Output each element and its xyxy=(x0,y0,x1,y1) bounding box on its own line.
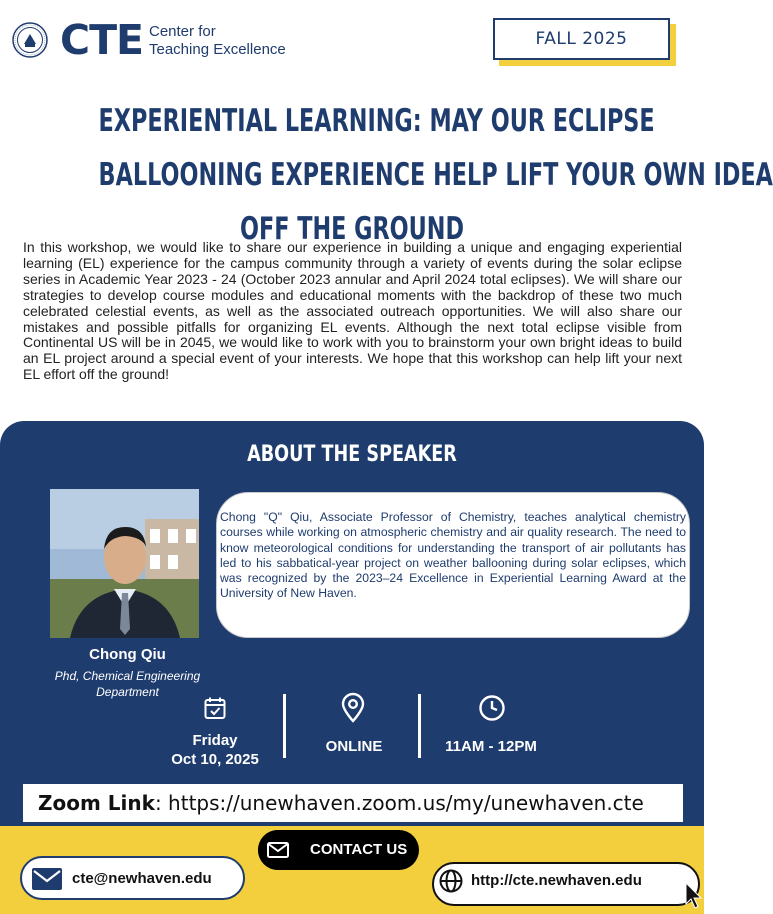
cursor-arrow-icon xyxy=(684,882,704,910)
event-date xyxy=(165,731,265,769)
title-line-3: OFF THE GROUND xyxy=(240,211,464,247)
event-location: ONLINE xyxy=(325,738,383,755)
event-day: Friday xyxy=(192,732,238,749)
globe-icon xyxy=(439,869,463,893)
envelope-icon xyxy=(267,842,289,858)
zoom-link-url[interactable]: https://unewhaven.zoom.us/my/unewhaven.cte xyxy=(168,791,644,815)
contact-icon-circle xyxy=(258,830,298,870)
location-pin-icon xyxy=(340,693,366,723)
title-line-1: EXPERIENTIAL LEARNING: MAY OUR ECLIPSE xyxy=(98,103,655,139)
workshop-description: In this workshop, we would like to share our experience in building a unique and engaging experiential learning (EL) experience for the campus community through a variety of events during the solar eclipse series in Academic Year 2023 - 24 (October 2023 annular and April 2024 total eclipses). We will share our strategies to develop course modules and educational moments with the backdrop of these two much celebrated celestial events, as well as the associated outreach opportunities. We will also share our mistakes and possible pitfalls for organizing EL events. Although the next total eclipse visible from Continental US will be in 2045, we would like to work with you to brainstorm your own bright ideas to build an EL project around a special event of your interests. We hope that this workshop can help lift your next EL effort off the ground! xyxy=(23,239,682,383)
logo-subtitle-line2: Teaching Excellence xyxy=(149,41,286,58)
zoom-link-label: Zoom Link xyxy=(38,791,155,815)
info-divider-2 xyxy=(418,694,421,758)
speaker-title xyxy=(40,668,215,700)
logo-subtitle xyxy=(149,23,286,59)
term-badge: FALL 2025 xyxy=(493,18,670,60)
event-time: 11AM - 12PM xyxy=(445,738,537,755)
workshop-title xyxy=(98,94,773,256)
contact-website[interactable]: http://cte.newhaven.edu xyxy=(471,872,642,889)
event-date-text: Oct 10, 2025 xyxy=(171,751,259,768)
speaker-title-line2: Department xyxy=(96,685,159,699)
about-speaker-heading: ABOUT THE SPEAKER xyxy=(247,442,457,467)
calendar-check-icon xyxy=(203,696,227,720)
clock-icon xyxy=(478,694,506,722)
title-line-2: BALLOONING EXPERIENCE HELP LIFT YOUR OWN IDEA xyxy=(98,157,773,193)
envelope-icon xyxy=(32,868,62,890)
contact-us-button[interactable] xyxy=(258,830,419,870)
speaker-title-line1: Phd, Chemical Engineering xyxy=(54,669,201,683)
logo-cte-text: CTE xyxy=(60,16,144,64)
info-divider-1 xyxy=(283,694,286,758)
speaker-bio: Chong "Q" Qiu, Associate Professor of Chemistry, teaches analytical chemistry courses while working on atmospheric chemistry and air quality research. The need to know meteorological conditions for understanding the transport of air pollutants has led to his sabbatical-year project on weather ballooning during solar eclipses, which was recognized by the 2023–24 Excellence in Experiential Learning Award at the University of New Haven. xyxy=(216,492,690,638)
zoom-link-colon: : xyxy=(154,791,169,815)
logo-subtitle-line1: Center for xyxy=(149,23,216,40)
university-seal-icon xyxy=(12,22,48,58)
zoom-link-bar[interactable] xyxy=(23,784,683,822)
speaker-name: Chong Qiu xyxy=(89,646,166,663)
contact-us-label: CONTACT US xyxy=(310,841,408,858)
speaker-photo xyxy=(50,489,199,638)
contact-email[interactable]: cte@newhaven.edu xyxy=(72,870,212,887)
